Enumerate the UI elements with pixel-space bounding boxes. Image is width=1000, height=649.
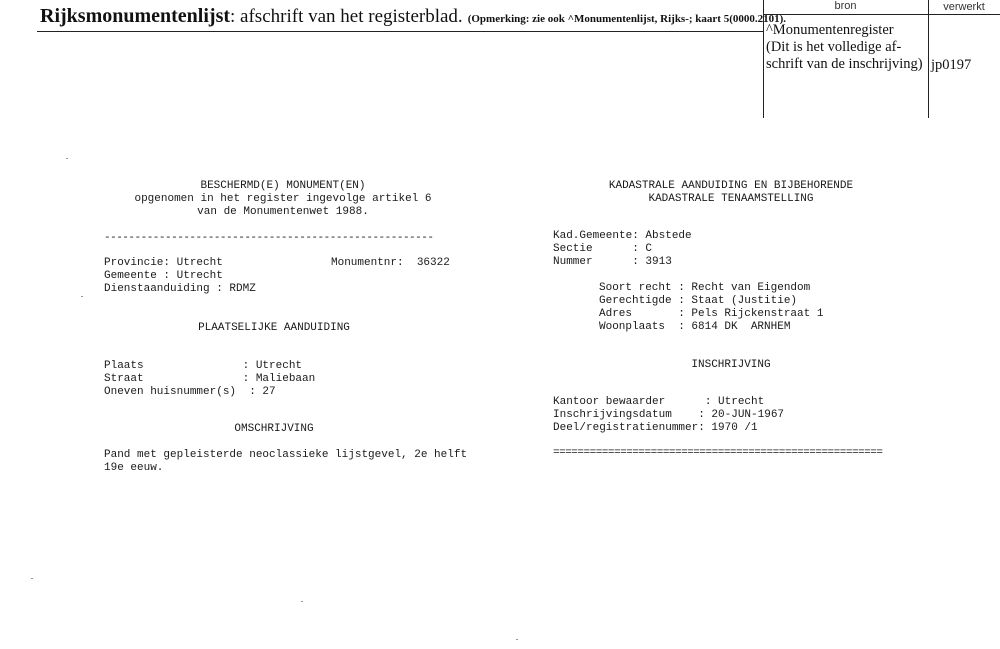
nummer-field: Nummer : 3913	[553, 256, 672, 268]
box-divider-left	[763, 0, 764, 118]
title-bold-text: Rijksmonumentenlijst	[40, 5, 231, 27]
adres-field: Adres : Pels Rijckenstraat 1	[599, 308, 824, 320]
dienstaanduiding-field: Dienstaanduiding : RDMZ	[104, 283, 256, 295]
document-title	[40, 5, 786, 28]
left-heading-line3: van de Monumentenwet 1988.	[197, 206, 369, 218]
straat-field: Straat : Maliebaan	[104, 373, 316, 385]
inschrijving-heading: INSCHRIJVING	[691, 359, 771, 371]
box-divider-right	[928, 0, 929, 118]
title-note: (Opmerking: zie ook ^Monumentenlijst, Rijks-; kaart 5(0000.2101).	[467, 13, 787, 25]
huisnummer-field: Oneven huisnummer(s) : 27	[104, 386, 276, 398]
verwerkt-code: jp0197	[931, 57, 972, 73]
scan-speck	[301, 601, 303, 602]
scan-speck	[66, 158, 68, 159]
kantoor-field: Kantoor bewaarder : Utrecht	[553, 396, 765, 408]
woonplaats-field: Woonplaats : 6814 DK ARNHEM	[599, 321, 791, 333]
omschrijving-heading: OMSCHRIJVING	[234, 423, 314, 435]
inschrijvingsdatum-field: Inschrijvingsdatum : 20-JUN-1967	[553, 409, 785, 421]
left-heading-line2: opgenomen in het register ingevolge artikel 6	[134, 193, 432, 205]
plaats-field: Plaats : Utrecht	[104, 360, 303, 372]
right-heading-line2: KADASTRALE TENAAMSTELLING	[648, 193, 814, 205]
sectie-field: Sectie : C	[553, 243, 653, 255]
box-header-rule	[763, 14, 1000, 15]
gerechtigde-field: Gerechtigde : Staat (Justitie)	[599, 295, 798, 307]
bron-label: bron	[834, 0, 857, 12]
left-heading-line1: BESCHERMD(E) MONUMENT(EN)	[200, 180, 366, 192]
provincie-field: Provincie: Utrecht	[104, 257, 223, 269]
soort-recht-field: Soort recht : Recht van Eigendom	[599, 282, 811, 294]
scan-speck	[516, 639, 518, 640]
monumentnr-field: Monumentnr: 36322	[331, 257, 450, 269]
verwerkt-label: verwerkt	[943, 1, 985, 13]
right-heading-line1: KADASTRALE AANDUIDING EN BIJBEHORENDE	[608, 180, 854, 192]
right-end-separator: ======================================================	[553, 447, 883, 459]
title-rest-text: : afschrift van het registerblad.	[230, 6, 463, 27]
bron-text: ^Monumentenregister (Dit is het volledige af- schrift van de inschrijving)	[766, 22, 923, 72]
scan-speck	[81, 296, 83, 297]
omschrijving-line1: Pand met gepleisterde neoclassieke lijstgevel, 2e helft	[104, 449, 468, 461]
left-separator: ------------------------------------------------------	[104, 232, 434, 244]
deel-field: Deel/registratienummer: 1970 /1	[553, 422, 758, 434]
header-rule	[37, 31, 763, 32]
gemeente-field: Gemeente : Utrecht	[104, 270, 223, 282]
plaatselijke-heading: PLAATSELIJKE AANDUIDING	[198, 322, 350, 334]
kad-gemeente-field: Kad.Gemeente: Abstede	[553, 230, 692, 242]
scan-speck	[31, 578, 33, 579]
omschrijving-line2: 19e eeuw.	[104, 462, 164, 474]
